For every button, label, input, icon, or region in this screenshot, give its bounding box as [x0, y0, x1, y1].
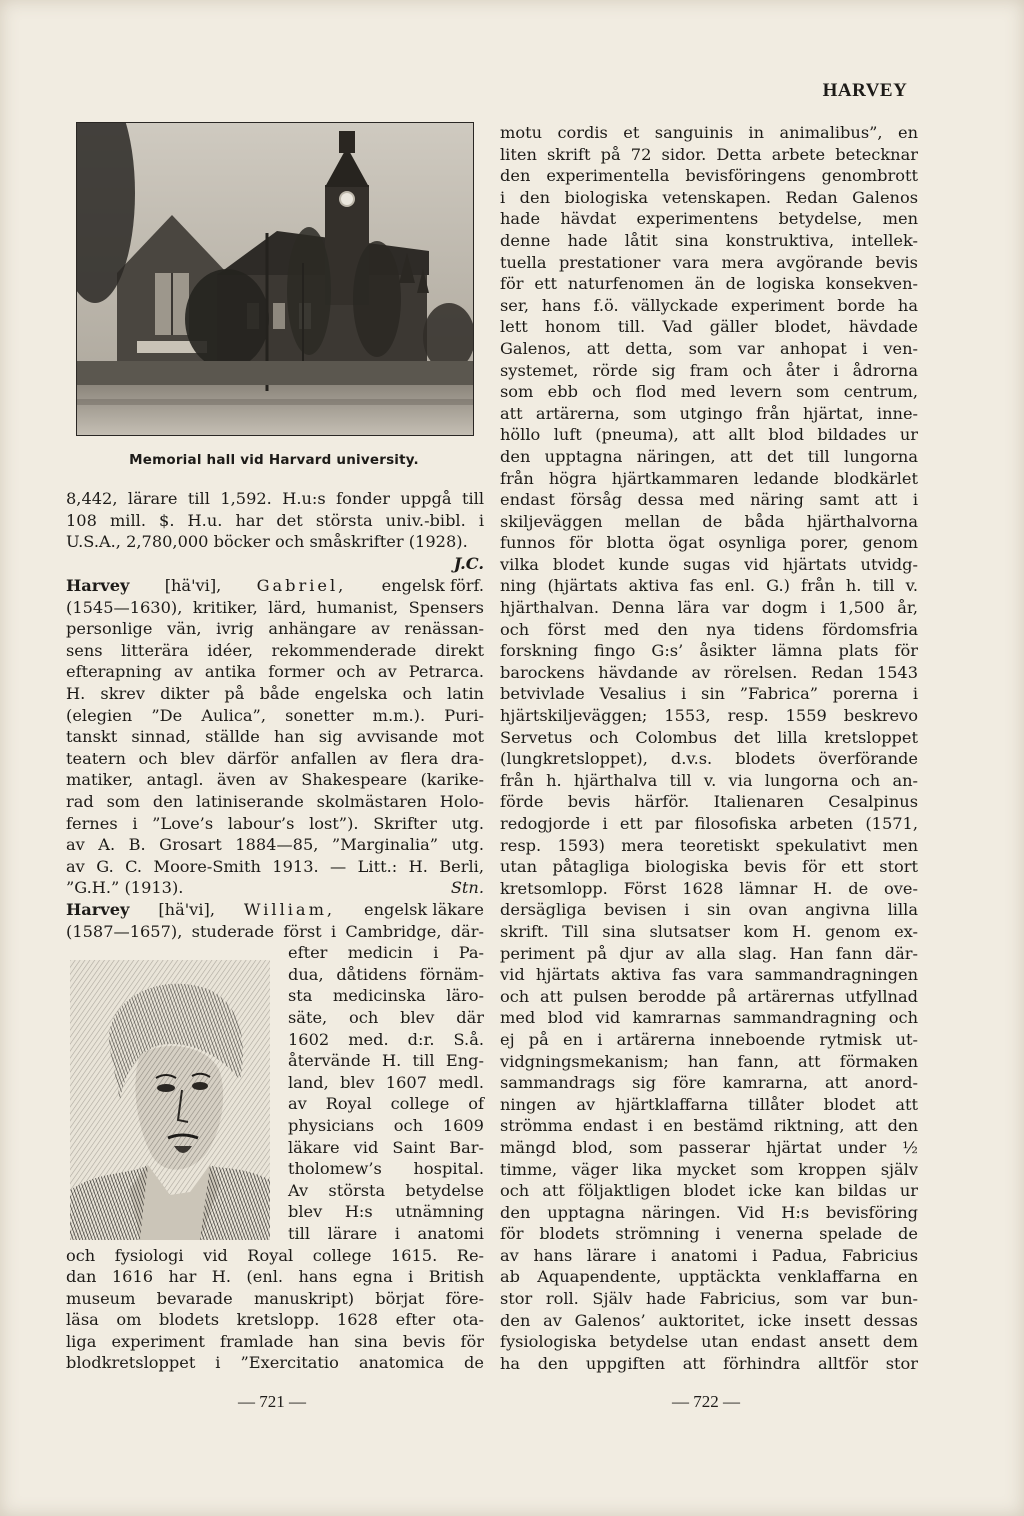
text-line: funnos för blotta ögat osynliga porer, genom — [500, 533, 918, 553]
text-line: som ebb och flod med levern som centrum, — [500, 382, 918, 402]
text-line: periment på djur av alla slag. Han fann där- — [500, 943, 918, 963]
text-line: sammandrags sig före kamrarna, att anord- — [500, 1073, 918, 1093]
text-line: forskning fingo G:s’ åsikter lämna plats för — [500, 641, 918, 661]
figure-caption: Memorial hall vid Harvard university. — [129, 452, 419, 468]
text-line: timme, väger lika mycket som kroppen själv — [500, 1159, 918, 1179]
text-line: blev H:s utnämning — [288, 1202, 484, 1222]
text-line: tuella prestationer vara mera avgörande bevis — [500, 252, 918, 272]
text-line: tanskt sinnad, ställde han sig avvisande mot — [66, 727, 484, 747]
text-line: 1602 med. d:r. S.å. — [288, 1029, 484, 1049]
text-line: dan 1616 har H. (enl. hans egna i British — [66, 1267, 484, 1287]
running-head: HARVEY — [822, 80, 908, 101]
entry-descriptor: engelsk förf. — [381, 576, 484, 595]
text-line: förde bevis härför. Italienaren Cesalpinus — [500, 792, 918, 812]
text-line: teatern och blev därför anfallen av flera dra- — [66, 748, 484, 768]
text-line: Av största betydelse — [288, 1180, 484, 1200]
text-line: hade hävdat experimentens betydelse, men — [500, 209, 918, 229]
entry-body — [66, 921, 484, 943]
text-line: liten skrift på 72 sidor. Detta arbete betecknar — [500, 144, 918, 164]
text-line: dersägliga bevisen i sin ovan angivna lilla — [500, 900, 918, 920]
text-line: från h. hjärthalva till v. via lungorna och an- — [500, 770, 918, 790]
text-line: ab Aquapendente, upptäckta venklaffarna en — [500, 1267, 918, 1287]
given-name: Gabriel, — [256, 576, 347, 595]
text-line: liga experiment framlade han sina bevis för — [66, 1331, 484, 1351]
text-line: och först med den nya tidens fördomsfria — [500, 619, 918, 639]
text-line: Galenos, att detta, som var anhopat i ven- — [500, 338, 918, 358]
text-line: strömma endast i en bestämd riktning, att den — [500, 1116, 918, 1136]
text-line: utan påtagliga biologiska bevis för ett stort — [500, 857, 918, 877]
text-line: fernes i ”Love’s labour’s lost”). Skrifter utg. — [66, 813, 484, 833]
signature-stn: Stn. — [450, 878, 484, 898]
text-line: museum bevarade manuskript) börjat före- — [66, 1288, 484, 1308]
text-line: skrift. Till sina slutsatser kom H. genom ex- — [500, 921, 918, 941]
pronunciation: [hä'vi], — [158, 900, 215, 919]
text-line: stor roll. Själv hade Fabricius, som var bun- — [500, 1289, 918, 1309]
text-line: hjärtskiljeväggen; 1553, resp. 1559 beskrevo — [500, 706, 918, 726]
text-line: i den biologiska vetenskapen. Redan Galenos — [500, 187, 918, 207]
text-line: U.S.A., 2,780,000 böcker och småskrifter (1928). — [66, 532, 468, 552]
text-line: fysiologiska betydelse utan endast ansett dem — [500, 1332, 918, 1352]
pronunciation: [hä'vi], — [164, 576, 222, 595]
signature-jc: J.C. — [453, 553, 484, 573]
text-line: resp. 1593) mera teoretiskt spekulativt men — [500, 835, 918, 855]
text-line: vilka blodet kunde sugas vid hjärtats utvidg- — [500, 554, 918, 574]
entry-end — [66, 877, 484, 899]
given-name: William, — [243, 900, 336, 919]
text-line: ha den uppgiften att förhindra alltför stor — [500, 1353, 918, 1373]
text-line: av G. C. Moore-Smith 1913. — Litt.: H. Berli, — [66, 856, 484, 876]
text-line: och att pulsen berodde på artärernas utfyllnad — [500, 986, 918, 1006]
page-number-right: — 722 — — [672, 1392, 740, 1411]
page-number-left: — 721 — — [238, 1392, 306, 1411]
text-line: vidgningsmekanism; han fann, att förmaken — [500, 1051, 918, 1071]
runaround-text — [288, 942, 484, 1244]
text-line: vid hjärtats aktiva fas vara sammandragningen — [500, 965, 918, 985]
entry-descriptor: engelsk läkare — [364, 900, 484, 919]
text-line: 8,442, lärare till 1,592. H.u:s fonder uppgå till — [66, 489, 484, 508]
text-line: för blodets strömning i venerna spelade de — [500, 1224, 918, 1244]
text-line: tholomew’s hospital. — [288, 1159, 484, 1179]
entry-head — [66, 899, 484, 921]
text-line: (1545—1630), kritiker, lärd, humanist, Spensers — [66, 597, 484, 617]
text-line: läkare vid Saint Bar- — [288, 1137, 484, 1157]
text-line: denne hade låtit sina konstruktiva, intellek- — [500, 230, 918, 250]
text-line: barockens hävdande av rörelsen. Redan 1543 — [500, 662, 918, 682]
text-line: lett honom till. Vad gäller blodet, hävdade — [500, 317, 918, 337]
text-line: ej på en i artärerna inneboende rytmisk ut- — [500, 1029, 918, 1049]
harvard-text — [66, 488, 484, 574]
text-line: efterapning av antika former och av Petrarca. — [66, 662, 484, 682]
entry-headword: Harvey — [66, 900, 130, 919]
text-line: motu cordis et sanguinis in animalibus”, en — [500, 123, 918, 142]
text-line: av Royal college of — [288, 1094, 484, 1114]
text-line: och att följaktligen blodet icke kan bildas ur — [500, 1181, 918, 1201]
right-column-text — [500, 122, 918, 1374]
text-line: systemet, rörde sig fram och åter i ådrorna — [500, 360, 918, 380]
text-line: sens litterära idéer, rekommenderade direkt — [66, 640, 484, 660]
text-line: skiljeväggen mellan de båda hjärthalvorna — [500, 511, 918, 531]
text-line: återvände H. till Eng- — [288, 1051, 484, 1071]
text-line: physicians och 1609 — [288, 1115, 484, 1135]
text-line: hjärthalvan. Denna lära var dogm i 1,500 år, — [500, 598, 918, 618]
text-line: rad som den latiniserande skolmästaren Holo- — [66, 791, 484, 811]
text-line: kretsomlopp. Först 1628 lämnar H. de ove- — [500, 878, 918, 898]
text-line: efter medicin i Pa- — [288, 943, 484, 963]
text-line: ning (hjärtats aktiva fas enl. G.) från h. till v. — [500, 576, 918, 596]
text-line: betvivlade Vesalius i sin ”Fabrica” porerna i — [500, 684, 918, 704]
text-line: av hans lärare i anatomi i Padua, Fabricius — [500, 1245, 918, 1265]
text-line: höllo luft (pneuma), att allt blod bildades ur — [500, 425, 918, 445]
text-line: med blod vid kamrarnas sammandragning och — [500, 1008, 918, 1028]
text-line: 108 mill. $. H.u. har det största univ.-bibl. i — [66, 510, 484, 530]
entry-body — [66, 597, 484, 878]
text-line: sta medicinska läro- — [288, 986, 484, 1006]
text-line: ser, hans f.ö. vällyckade experiment borde ha — [500, 295, 918, 315]
text-line: land, blev 1607 medl. — [288, 1072, 484, 1092]
text-line: den av Galenos’ auktoritet, icke insett dessas — [500, 1310, 918, 1330]
text-line: den upptagna näringen. Vid H:s bevisföring — [500, 1202, 918, 1222]
text-line: personlige vän, ivrig anhängare av renässan- — [66, 619, 484, 639]
text-line: matiker, antagl. även av Shakespeare (karike- — [66, 770, 484, 790]
text-line: endast försåg dessa med näring samt att i — [500, 490, 918, 510]
entry-headword: Harvey — [66, 576, 130, 595]
text-line: från högra hjärtkammaren ledande blodkärlet — [500, 468, 918, 488]
text-line: (elegien ”De Aulica”, sonetter m.m.). Puri- — [66, 705, 484, 725]
text-line: H. skrev dikter på både engelska och latin — [66, 683, 484, 703]
text-line: läsa om blodets kretslopp. 1628 efter ota- — [66, 1310, 484, 1330]
text-line: mängd blod, som passerar hjärtat under ½ — [500, 1137, 918, 1157]
text-line: redogjorde i ett par filosofiska arbeten (1571, — [500, 814, 918, 833]
text-line: till lärare i anatomi — [288, 1223, 484, 1243]
text-line: säte, och blev där — [288, 1007, 484, 1027]
text-line: blodkretsloppet i ”Exercitatio anatomica de — [66, 1353, 484, 1373]
text-line: och fysiologi vid Royal college 1615. Re- — [66, 1245, 484, 1265]
entry-william-harvey — [66, 899, 484, 1374]
building-photo-icon — [76, 122, 474, 436]
text-line: den upptagna näringen, att det till lungorna — [500, 446, 918, 466]
text-line: att artärerna, som utgingo från hjärtat, inne- — [500, 403, 918, 423]
entry-body-full — [66, 1245, 484, 1375]
text-line: (1587—1657), studerade först i Cambridge, där- — [66, 921, 484, 941]
text-line: av A. B. Grosart 1884—85, ”Marginalia” utg. — [66, 835, 484, 855]
text-line: (lungkretsloppet), d.v.s. blodets överförande — [500, 749, 918, 769]
entry-gabriel-harvey — [66, 575, 484, 899]
text-line: ”G.H.” (1913). — [66, 878, 184, 898]
entry-head — [66, 575, 484, 597]
text-line: dua, dåtidens förnäm- — [288, 964, 484, 984]
text-line: för ett naturfenomen än de logiska konsekven- — [500, 274, 918, 294]
text-line: ningen av hjärtklaffarna tillåter blodet att — [500, 1094, 918, 1114]
text-line: Servetus och Colombus det lilla kretsloppet — [500, 727, 918, 747]
text-line: den experimentella bevisföringens genombrott — [500, 166, 918, 186]
